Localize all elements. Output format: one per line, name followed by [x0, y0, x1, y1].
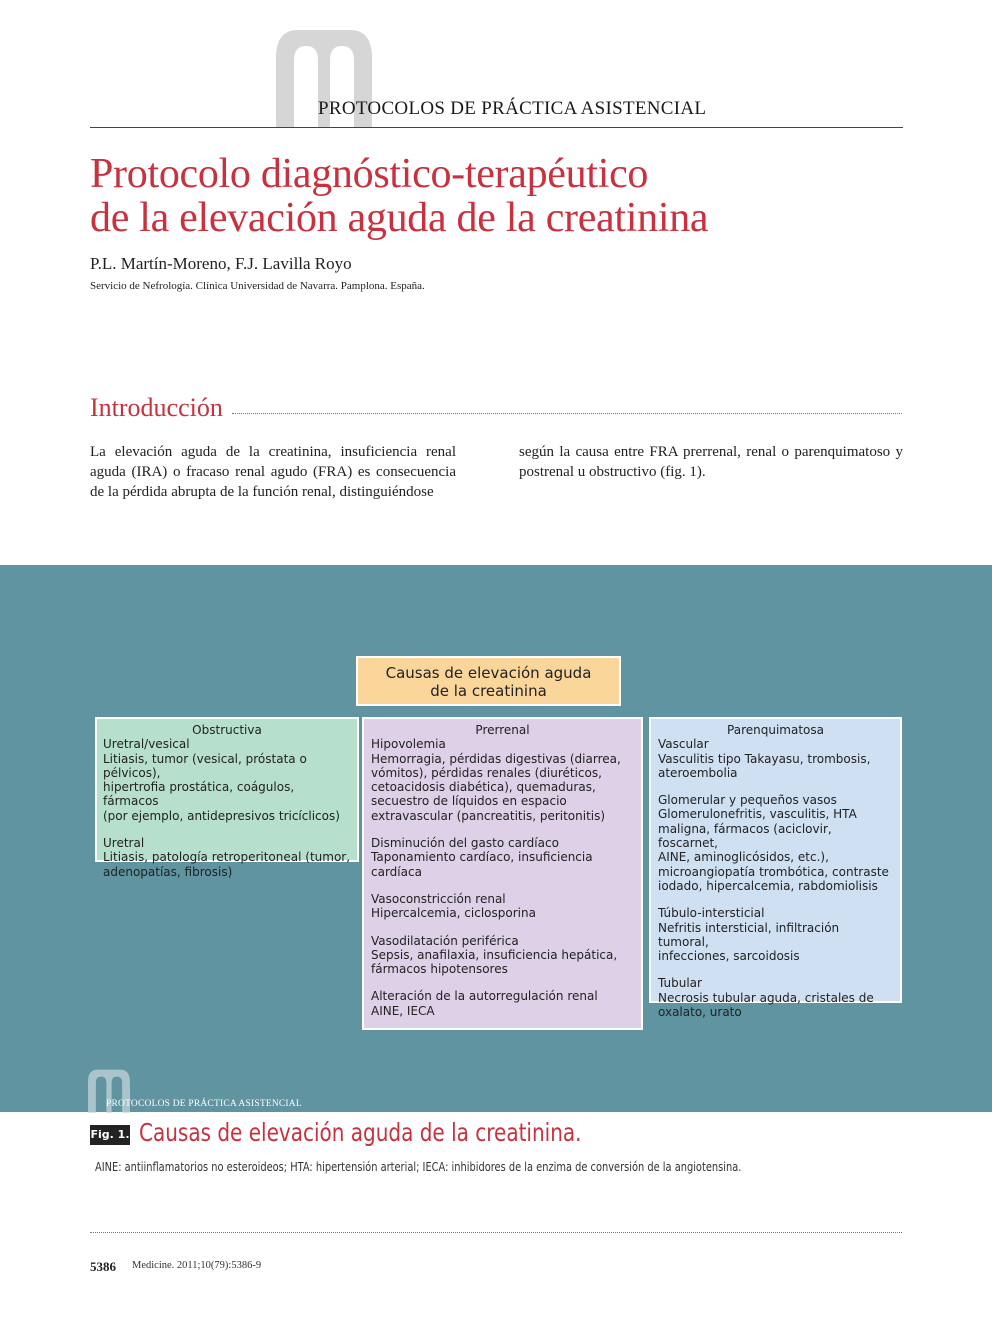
parenquimatosa-box [649, 717, 902, 1020]
cause-group [371, 989, 634, 1018]
group-line: Necrosis tubular aguda, cristales de [658, 990, 874, 1005]
group-line: infecciones, sarcoidosis [658, 949, 800, 964]
box-title: Obstructiva [192, 723, 262, 737]
group-heading: Uretral [103, 836, 145, 851]
group-line: cetoacidosis diabética), quemaduras, [371, 780, 596, 795]
affiliation: Servicio de Nefrología. Clínica Universidad de Navarra. Pamplona. España. [90, 280, 425, 292]
citation: Medicine. 2011;10(79):5386-9 [132, 1260, 262, 1271]
title-line-2: de la elevación aguda de la creatinina [90, 195, 709, 241]
cause-group [371, 892, 634, 921]
group-line: oxalato, urato [658, 1005, 742, 1020]
box-title: Prerrenal [475, 723, 530, 737]
diagram-root-box [356, 656, 621, 706]
cause-group [103, 737, 351, 823]
header-rule [90, 127, 903, 128]
group-line: AINE, IECA [371, 1003, 435, 1018]
group-heading: Uretral/vesical [103, 737, 190, 752]
group-line: Litiasis, tumor (vesical, próstata o pélvicos), [103, 751, 307, 780]
cause-group [371, 737, 634, 823]
section-label: PROTOCOLOS DE PRÁCTICA ASISTENCIAL [318, 98, 707, 119]
group-line: cardíaca [371, 864, 422, 879]
group-heading: Túbulo-intersticial [658, 906, 765, 921]
group-line: Vasculitis tipo Takayasu, trombosis, [658, 751, 871, 766]
authors: P.L. Martín-Moreno, F.J. Lavilla Royo [90, 254, 352, 273]
group-heading: Alteración de la autorregulación renal [371, 989, 598, 1004]
intro-text-left: La elevación aguda de la creatinina, insuficiencia renal aguda (IRA) o fracaso renal agudo (FRA) es consecuencia de la pérdida abrupta de la función renal, distinguiéndose [90, 444, 456, 500]
cause-group [371, 934, 634, 977]
group-line: microangiopatía trombótica, contraste [658, 864, 889, 879]
title-line-1: Protocolo diagnóstico-terapéutico [90, 151, 649, 197]
group-heading: Hipovolemia [371, 737, 446, 752]
group-line: fármacos hipotensores [371, 962, 508, 977]
group-line: secuestro de líquidos en espacio [371, 794, 567, 809]
article-title [90, 152, 708, 240]
group-heading: Tubular [658, 976, 702, 991]
group-heading: Vasoconstricción renal [371, 891, 506, 906]
footer-dotted-rule [90, 1232, 902, 1233]
group-line: (por ejemplo, antidepresivos tricíclicos) [103, 808, 340, 823]
group-line: Sepsis, anafilaxia, insuficiencia hepática, [371, 947, 618, 962]
group-line: Litiasis, patología retroperitoneal (tumor, [103, 850, 351, 865]
group-heading: Vascular [658, 737, 709, 752]
intro-text-right: según la causa entre FRA prerrenal, renal o parenquimatoso y postrenal u obstructivo (fig. 1). [519, 444, 903, 480]
group-line: hipertrofia prostática, coágulos, fármacos [103, 780, 295, 809]
group-line: vómitos), pérdidas renales (diuréticos, [371, 765, 602, 780]
group-heading: Glomerular y pequeños vasos [658, 793, 837, 808]
cause-group [658, 737, 893, 780]
cause-group [658, 976, 893, 1019]
figure-title: Causas de elevación aguda de la creatinina. [139, 1118, 582, 1147]
group-line: Nefritis intersticial, infiltración tumoral, [658, 920, 840, 949]
group-line: Hemorragia, pérdidas digestivas (diarrea, [371, 751, 621, 766]
group-line: extravascular (pancreatitis, peritonitis) [371, 808, 606, 823]
group-line: Hipercalcemia, ciclosporina [371, 906, 536, 921]
cause-group [371, 836, 634, 879]
box-title: Parenquimatosa [727, 723, 824, 737]
page-number: 5386 [90, 1259, 116, 1274]
cause-group [103, 836, 351, 879]
cause-group [658, 906, 893, 963]
mini-section-label: PROTOCOLOS DE PRÁCTICA ASISTENCIAL [106, 1099, 302, 1109]
group-line: maligna, fármacos (aciclovir, foscarnet, [658, 821, 832, 851]
obstructiva-box [95, 717, 359, 879]
group-line: adenopatías, fibrosis) [103, 864, 233, 879]
root-box-line-1: Causas de elevación aguda [385, 664, 592, 682]
group-line: iodado, hipercalcemia, rabdomiolisis [658, 878, 878, 893]
group-heading: Disminución del gasto cardíaco [371, 836, 559, 851]
group-heading: Vasodilatación periférica [371, 933, 519, 948]
prerrenal-box [362, 717, 643, 1030]
cause-group [658, 793, 893, 893]
group-line: Taponamiento cardíaco, insuficiencia [371, 850, 593, 865]
group-line: ateroembolia [658, 765, 738, 780]
figure-caption: AINE: antiinflamatorios no esteroideos; HTA: hipertensión arterial; IECA: inhibidores de la enzima de conversión de la angiotensina. [95, 1160, 742, 1174]
group-line: Glomerulonefritis, vasculitis, HTA [658, 807, 857, 822]
figure-tag: Fig. 1. [90, 1125, 130, 1145]
root-box-line-2: de la creatinina [430, 682, 547, 700]
introduction-heading: Introducción [90, 393, 223, 422]
group-line: AINE, aminoglicósidos, etc.), [658, 850, 829, 865]
heading-dotted-rule [232, 413, 902, 414]
